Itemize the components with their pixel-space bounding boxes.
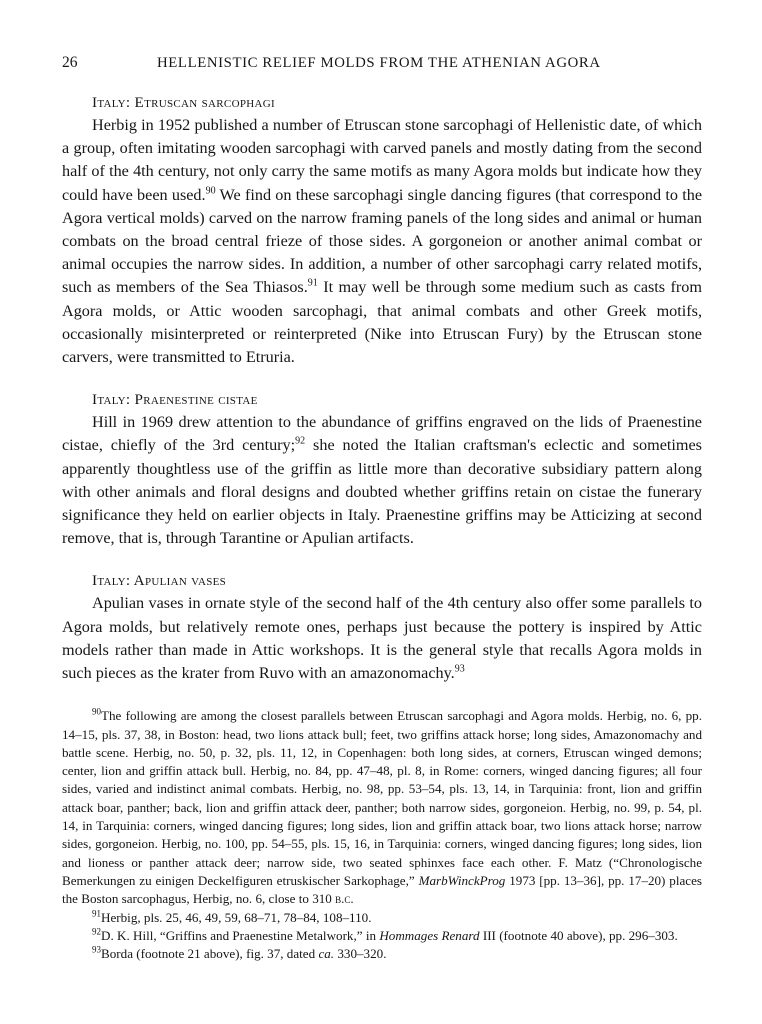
- footnote-text: 1973 [pp. 13–36], pp. 17–20) places the Boston sarcophagus, Herbig, no. 6, close to 310: [62, 872, 702, 907]
- section-heading: Italy: Apulian vases: [92, 572, 227, 590]
- footnote-text: 330–320.: [334, 946, 387, 962]
- paragraph-text: she noted the Italian craftsman's eclectic and sometimes apparently thoughtless use of the griffin as little more than decorative subsidiary pattern along with other animals and floral designs and doubted whether griffins retain on cistae the funerary significance they held on earlier objects in Italy. Praenestine griffins may be Atticizing at second remove, that is, through Tarantine or Apulian artifacts.: [62, 436, 702, 548]
- page: [62, 52, 702, 963]
- footnote-number: 92: [92, 926, 101, 937]
- footnote-reference[interactable]: 92: [295, 436, 306, 448]
- footnote-text: Herbig, pls. 25, 46, 49, 59, 68–71, 78–84, 108–110.: [101, 909, 372, 925]
- page-number: 26: [62, 54, 78, 71]
- section-etruscan-sarcophagi: [62, 92, 702, 369]
- footnote-era: b.c.: [335, 891, 354, 907]
- footnote-reference[interactable]: 93: [454, 663, 465, 675]
- running-head: [62, 52, 702, 74]
- footnote-92: [62, 927, 702, 945]
- footnote-90: [62, 707, 702, 908]
- footnote-italic: ca.: [318, 946, 335, 962]
- footnotes: [62, 707, 702, 963]
- footnote-text: Borda (footnote 21 above), fig. 37, dated: [101, 946, 319, 962]
- section-heading: Italy: Praenestine cistae: [92, 391, 258, 409]
- body-paragraph: [62, 114, 702, 369]
- footnote-text: III (footnote 40 above), pp. 296–303.: [479, 927, 678, 943]
- footnote-reference[interactable]: 91: [307, 278, 318, 290]
- footnote-93: [62, 945, 702, 963]
- footnote-italic: MarbWinckProg: [418, 872, 506, 888]
- body-paragraph: [62, 411, 702, 550]
- footnote-text: D. K. Hill, “Griffins and Praenestine Metalwork,” in: [101, 927, 380, 943]
- section-apulian-vases: [62, 570, 702, 685]
- paragraph-text: We find on these sarcophagi single dancing figures (that correspond to the Agora vertical molds) carved on the narrow framing panels of the long sides and animal or human combats on the broad central frieze of those sides. A gorgoneion or another animal combat or animal occupies the narrow sides. In addition, a number of other sarcophagi carry related motifs, such as members of the Sea Thiasos.: [62, 185, 703, 297]
- footnote-text: The following are among the closest parallels between Etruscan sarcophagi and Agora molds. Herbig, no. 6, pp. 14–15, pls. 37, 38, in Boston: head, two lions attack bull; feet, two griffins attack horse; long sides, Amazonomachy and battle scene. Herbig, no. 50, p. 32, pls. 11, 12, in Copenhagen: both long sides, at corners, Etruscan winged demons; center, lion and griffin attack bull. Herbig, no. 84, pp. 47–48, pl. 8, in Rome: corners, winged dancing figures; all four sides, varied and indistinct animal combats. Herbig, no. 98, pp. 53–54, pls. 13, 14, in Tarquinia: front, lion and griffin attack boar, panther; back, lion and griffin attack deer, panther; both narrow sides, gorgoneion. Herbig, no. 99, p. 54, pl. 14, in Tarquinia: corners, winged dancing figures; long sides, lion and griffin attack boar, two lions attack horse; narrow sides, gorgoneion. Herbig, no. 100, pp. 54–55, pls. 15, 16, in Tarquinia: corners, winged dancing figures; long sides, lion and lioness or panther attack deer; narrow side, two seated sphinxes face each other. F. Matz (“Chronologische Bemerkungen zu einigen Deckelfiguren etruskischer Sarkophage,”: [62, 708, 702, 888]
- body-paragraph: [62, 592, 702, 685]
- footnote-number: 93: [92, 944, 101, 955]
- paragraph-text: Herbig in 1952 published a number of Etruscan stone sarcophagi of Hellenistic date, of which a group, often imitating wooden sarcophagi with carved panels and mostly dating from the second half of the 4th century, not only carry the same motifs as many Agora molds but indicate how they could have been used.: [62, 116, 702, 204]
- footnote-number: 90: [92, 706, 101, 717]
- footnote-reference[interactable]: 90: [205, 185, 216, 197]
- paragraph-text: It may well be through some medium such as casts from Agora molds, or Attic wooden sarcophagi, that animal combats and other Greek motifs, occasionally misinterpreted or reinterpreted (Nike into Etruscan Fury) by the Etruscan stone carvers, were transmitted to Etruria.: [62, 278, 702, 367]
- paragraph-text: Hill in 1969 drew attention to the abundance of griffins engraved on the lids of Praenestine cistae, chiefly of the 3rd century;: [62, 413, 702, 455]
- section-praenestine-cistae: [62, 389, 702, 550]
- footnote-91: [62, 909, 702, 927]
- paragraph-text: Apulian vases in ornate style of the second half of the 4th century also offer some parallels to Agora molds, but relatively remote ones, perhaps just because the pottery is inspired by Attic models rather than made in Attic workshops. It is the general style that recalls Agora molds in such pieces as the krater from Ruvo with an amazonomachy.: [62, 594, 702, 683]
- footnote-italic: Hommages Renard: [379, 927, 480, 943]
- section-heading: Italy: Etruscan sarcophagi: [92, 94, 275, 111]
- footnote-number: 91: [92, 908, 101, 919]
- running-title: HELLENISTIC RELIEF MOLDS FROM THE ATHENIAN AGORA: [157, 55, 601, 71]
